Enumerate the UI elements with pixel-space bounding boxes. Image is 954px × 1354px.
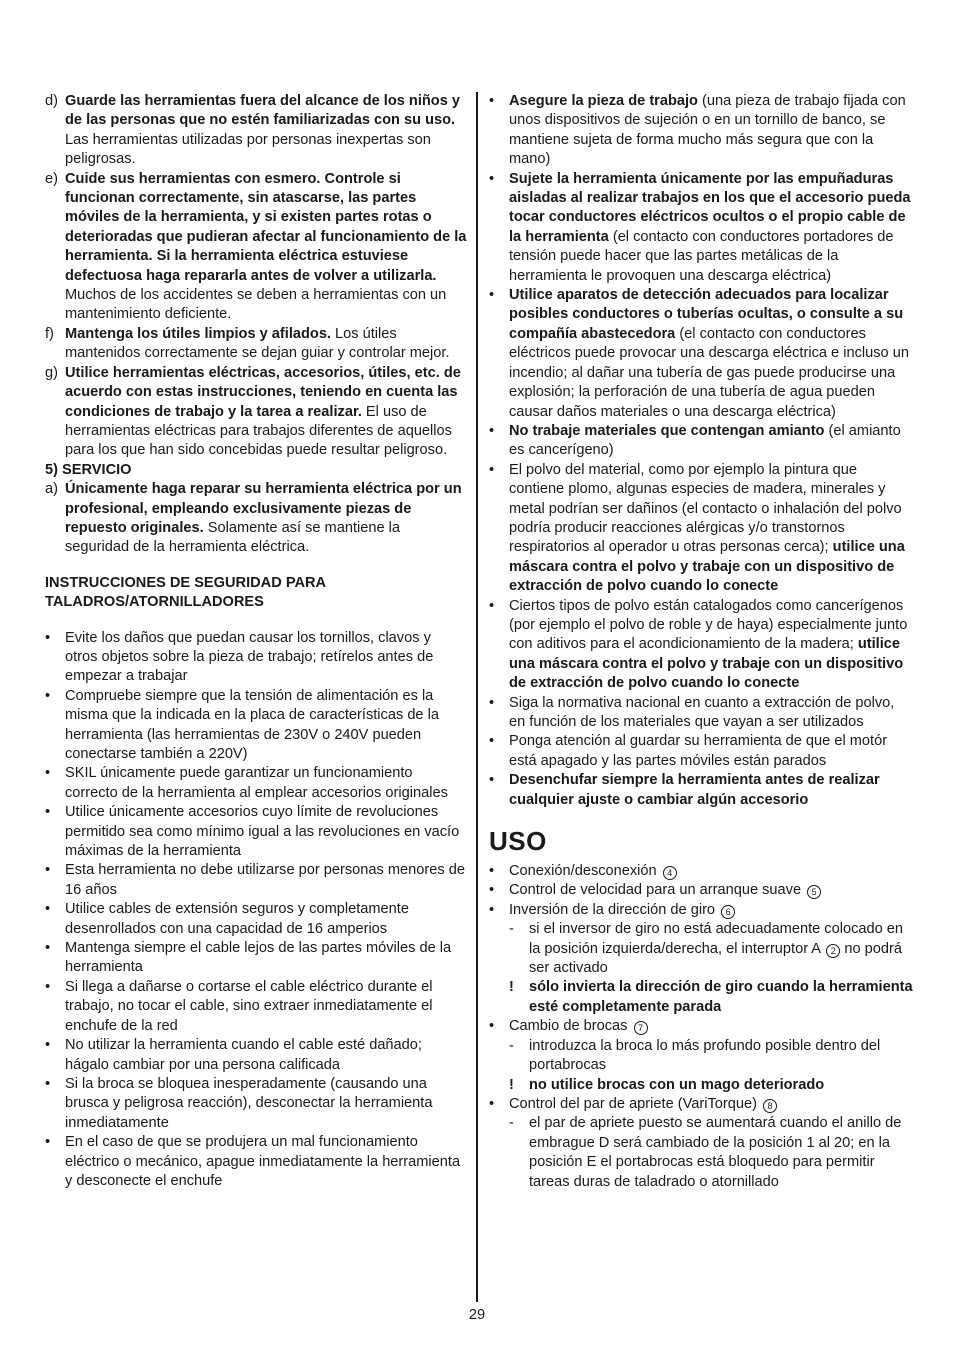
- text-span: •: [489, 461, 495, 478]
- item-marker: f): [45, 325, 54, 342]
- text-span: •: [489, 863, 495, 880]
- bullet-item: [489, 771, 914, 810]
- bullet-item: [45, 939, 467, 978]
- text-span: Si la broca se bloquea inesperadamente (causando una brusca y peligrosa reacción), desconectar la herramienta inmediatamente: [65, 1075, 433, 1131]
- uso-subitem: [489, 1114, 914, 1192]
- text-span: Si llega a dañarse o cortarse el cable eléctrico durante el trabajo, no tocar el cable, sino extraer inmediatamente el enchufe de la red: [65, 978, 433, 1034]
- list-item-e: [45, 170, 467, 325]
- bullet-item: [45, 1036, 467, 1075]
- text-span: •: [45, 687, 51, 704]
- page-number: 29: [468, 1307, 486, 1323]
- text-span: -: [509, 1115, 514, 1132]
- bullet-item: [45, 687, 467, 765]
- text-span: Inversión de la dirección de giro: [509, 901, 716, 918]
- text-span: •: [489, 694, 495, 711]
- item-text: El uso de herramientas eléctricas para trabajos diferentes de aquellos para los que han sido concebidas puede resultar peligroso.: [65, 403, 452, 459]
- text-span: (el contacto con conductores portadores de tensión puede hacer que las partes metálicas de la herramienta le provoquen una descarga eléctrica): [509, 228, 894, 284]
- bullet-item: [489, 170, 914, 286]
- text-span: sólo invierta la dirección de giro cuando la herramienta esté completamente parada: [529, 979, 913, 1015]
- figure-ref-icon: 7: [634, 1021, 648, 1035]
- bullet-item: [489, 597, 914, 694]
- uso-subitem: [489, 920, 914, 978]
- uso-heading: USO: [489, 826, 547, 857]
- bullet-item: [45, 1075, 467, 1133]
- text-span: •: [45, 1075, 51, 1092]
- list-item-f: [45, 325, 467, 364]
- text-span: Evite los daños que puedan causar los tornillos, clavos y otros objetos sobre la pieza de trabajo; retírelos antes de empezar a trabajar: [65, 629, 434, 685]
- text-span: •: [489, 901, 495, 918]
- right-column: [489, 92, 914, 1192]
- item-bold-text: Guarde las herramientas fuera del alcance de los niños y de las personas que no estén familiarizadas con su uso.: [65, 93, 461, 129]
- item-text: Los útiles mantenidos correctamente se dejan guiar y controlar mejor.: [65, 325, 450, 362]
- section-heading-line-1: INSTRUCCIONES DE SEGURIDAD PARA: [45, 574, 327, 591]
- bullet-item: [489, 461, 914, 597]
- figure-ref-icon: 8: [763, 1099, 777, 1113]
- list-item-a: [45, 480, 467, 558]
- text-span: En el caso de que se produjera un mal funcionamiento eléctrico o mecánico, apague inmediatamente la herramienta y desconecte el enchufe: [65, 1134, 461, 1189]
- figure-ref-icon: 6: [721, 905, 735, 919]
- item-marker: d): [45, 93, 58, 109]
- text-span: !: [509, 979, 514, 996]
- bullet-item: [45, 629, 467, 687]
- text-span: Conexión/desconexión: [509, 863, 657, 880]
- uso-item-torque: [489, 1095, 914, 1114]
- text-span: Utilice cables de extensión seguros y completamente desenrollados con una capacidad de 16 amperios: [65, 901, 409, 937]
- text-span: •: [45, 629, 51, 646]
- bullet-item: [489, 286, 914, 422]
- text-span: Utilice únicamente accesorios cuyo límite de revoluciones permitido sea como mínimo igual a las revoluciones en vacío máximas de la herramienta: [65, 804, 460, 860]
- item-bold-text: Cuide sus herramientas con esmero. Controle si funcionan correctamente, sin atascarse, las partes móviles de la herramienta, y si existen partes rotas o deterioradas que pudieran afectar al funcionamiento de la herramienta. Si la herramienta eléctrica estuviese defectuosa haga repararla antes de volver a utilizarla.: [65, 170, 467, 284]
- uso-item-switch: [489, 862, 914, 881]
- item-bold-text: Mantenga los útiles limpios y afilados.: [65, 325, 331, 342]
- text-span: No utilizar la herramienta cuando el cable esté dañado; hágalo cambiar por una persona calificada: [65, 1037, 422, 1073]
- text-span: -: [509, 921, 514, 938]
- uso-item-bits: [489, 1017, 914, 1036]
- bullet-item: [45, 764, 467, 803]
- text-span: •: [489, 287, 495, 304]
- item-marker: a): [45, 481, 58, 498]
- text-span: Cambio de brocas: [509, 1018, 628, 1035]
- item-marker: e): [45, 170, 58, 187]
- text-span: •: [45, 901, 51, 918]
- text-span: Asegure la pieza de trabajo: [509, 93, 698, 109]
- text-span: •: [489, 1095, 495, 1112]
- text-span: Ciertos tipos de polvo están catalogados como cancerígenos (por ejemplo el polvo de roble y de haya) especialmente junto con aditivos para el acondicionamiento de la madera;: [509, 597, 908, 653]
- text-span: •: [489, 422, 495, 439]
- text-span: Desenchufar siempre la herramienta antes de realizar cualquier ajuste o cambiar algún accesorio: [509, 772, 880, 808]
- text-span: !: [509, 1076, 514, 1093]
- bullet-item: [489, 92, 914, 170]
- text-span: Sujete la herramienta únicamente por las empuñaduras aisladas al realizar trabajos en los que el accesorio pueda tocar conductores eléctricos ocultos o el propio cable de la herramienta: [509, 170, 911, 245]
- text-span: Siga la normativa nacional en cuanto a extracción de polvo, en función de los materiales que vayan a ser utilizados: [509, 694, 895, 730]
- text-span: Compruebe siempre que la tensión de alimentación es la misma que la indicada en la placa de características de la herramienta (las herramientas de 230V o 240V pueden conectarse también a 220V): [65, 687, 439, 762]
- uso-item-speed: [489, 881, 914, 900]
- text-span: utilice una máscara contra el polvo y trabaje con un dispositivo de extracción de polvo cuando lo conecte: [509, 539, 905, 595]
- text-span: no utilice brocas con un mago deteriorado: [529, 1076, 825, 1093]
- text-span: •: [489, 597, 495, 614]
- section-heading-line-2: TALADROS/ATORNILLADORES: [45, 594, 264, 611]
- text-span: SKIL únicamente puede garantizar un funcionamiento correcto de la herramienta al emplear accesorios originales: [65, 765, 448, 801]
- text-span: •: [45, 978, 51, 995]
- item-text: Las herramientas utilizadas por personas inexpertas son peligrosas.: [65, 131, 431, 168]
- bullet-item: [45, 803, 467, 861]
- bullet-item: [489, 422, 914, 461]
- list-item-g: [45, 364, 467, 461]
- text-span: si el inversor de giro no está adecuadamente colocado en la posición izquierda/derecha, el interruptor A: [529, 921, 904, 957]
- text-span: •: [489, 733, 495, 750]
- text-span: Utilice aparatos de detección adecuados para localizar posibles conductores o tuberías ocultas, o consulte a su compañía abastecedora: [509, 287, 904, 342]
- uso-item-reversal: [489, 901, 914, 920]
- column-divider: [476, 92, 478, 1302]
- text-span: Control del par de apriete (VariTorque): [509, 1095, 757, 1112]
- item-text: Muchos de los accidentes se deben a herramientas con un mantenimiento deficiente.: [65, 287, 447, 323]
- item-bold-text: Únicamente haga reparar su herramienta eléctrica por un profesional, empleando exclusivamente piezas de repuesto originales.: [65, 481, 462, 536]
- bullet-item: [45, 1133, 467, 1191]
- servicio-heading: 5) SERVICIO: [45, 461, 132, 478]
- text-span: Control de velocidad para un arranque suave: [509, 882, 802, 899]
- text-span: •: [489, 170, 495, 187]
- text-span: •: [45, 1134, 51, 1151]
- uso-warning: [489, 978, 914, 1017]
- text-span: No trabaje materiales que contengan amianto: [509, 422, 825, 439]
- bullet-item: [45, 978, 467, 1036]
- uso-warning: [489, 1076, 914, 1095]
- left-column: [45, 92, 467, 1191]
- text-span: utilice una máscara contra el polvo y trabaje con un dispositivo de extracción de polvo cuando lo conecte: [509, 636, 904, 692]
- figure-ref-icon: 4: [663, 866, 677, 880]
- text-span: (una pieza de trabajo fijada con unos dispositivos de sujeción o en un tornillo de banco, se mantiene sujeta de forma mucho más segura que con la mano): [509, 93, 906, 168]
- item-marker: g): [45, 364, 58, 381]
- item-bold-text: Utilice herramientas eléctricas, accesorios, útiles, etc. de acuerdo con estas instrucciones, teniendo en cuenta las condiciones de trabajo y la tarea a realizar.: [65, 364, 461, 420]
- text-span: •: [489, 1018, 495, 1035]
- text-span: Ponga atención al guardar su herramienta de que el motór está apagado y las partes móviles están parados: [509, 733, 888, 769]
- text-span: el par de apriete puesto se aumentará cuando el anillo de embrague D será cambiado de la posición 1 al 20; en la posición E el portabrocas está bloquedo para permitir tareas duras de taladrado o atornillado: [529, 1115, 902, 1190]
- bullet-item: [45, 900, 467, 939]
- text-span: •: [45, 862, 51, 879]
- text-span: •: [489, 772, 495, 789]
- text-span: •: [45, 1037, 51, 1054]
- text-span: •: [489, 882, 495, 899]
- text-span: •: [45, 804, 51, 821]
- text-span: •: [45, 940, 51, 957]
- safety-bullet-list: [45, 629, 467, 1192]
- text-span: •: [45, 765, 51, 782]
- bullet-item: [45, 861, 467, 900]
- text-span: -: [509, 1037, 514, 1054]
- text-span: (el contacto con conductores eléctricos puede provocar una descarga eléctrica e incluso un incendio; al dañar una tubería de gas puede producirse una explosión; la perforación de una tubería de agua pueden causar daños materiales o una descarga eléctrica): [509, 325, 909, 420]
- text-span: (el amianto es cancerígeno): [509, 422, 901, 459]
- item-text: Solamente así se mantiene la seguridad de la herramienta eléctrica.: [65, 519, 401, 556]
- uso-subitem: [489, 1037, 914, 1076]
- text-span: •: [489, 93, 495, 109]
- text-span: Mantenga siempre el cable lejos de las partes móviles de la herramienta: [65, 940, 452, 976]
- text-span: Esta herramienta no debe utilizarse por personas menores de 16 años: [65, 862, 465, 898]
- text-span: El polvo del material, como por ejemplo la pintura que contiene plomo, algunas especies de madera, minerales y metal podrían ser dañinos (el contacto o inhalación del polvo podría producir reacciones alérgicas y/o transtornos respiratorios al operador u otras personas cerca);: [509, 461, 902, 556]
- list-item-d: [45, 92, 467, 170]
- bullet-item: [489, 732, 914, 771]
- figure-ref-icon: 5: [807, 885, 821, 899]
- text-span: introduzca la broca lo más profundo posible dentro del portabrocas: [529, 1037, 881, 1074]
- figure-ref-icon: 2: [826, 944, 840, 958]
- bullet-item: [489, 694, 914, 733]
- text-span: no podrá ser activado: [529, 940, 902, 977]
